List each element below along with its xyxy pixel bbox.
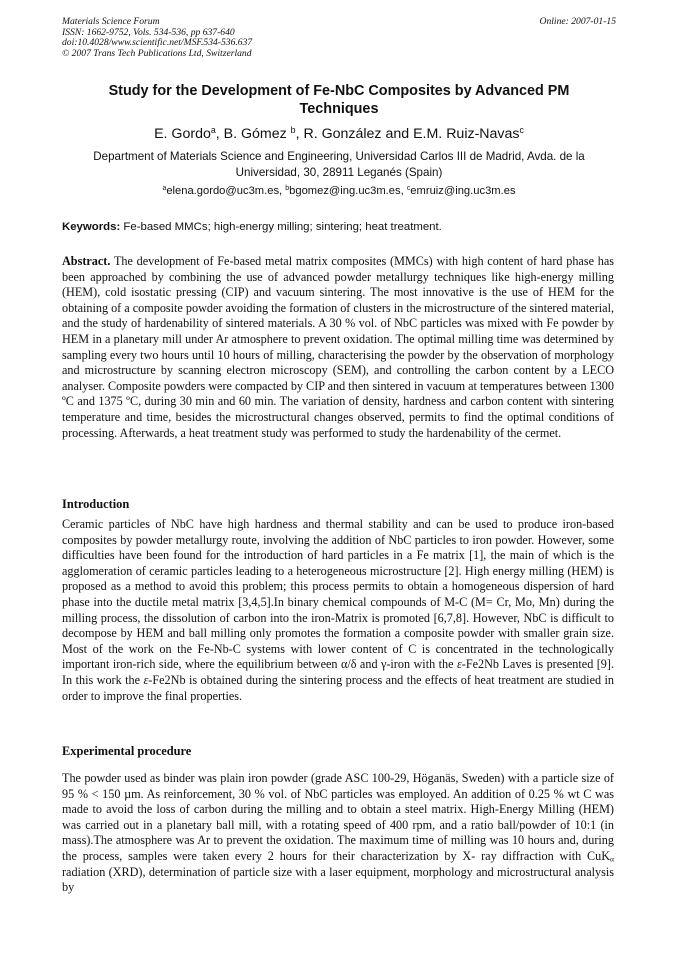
section-heading-introduction: Introduction xyxy=(62,497,130,511)
intro-text: -Fe2Nb is obtained during the sintering process and the effects of heat treatment are studied in order to improve the final properties. xyxy=(62,672,614,703)
experimental-text: The powder used as binder was plain iron powder (grade ASC 100-29, Höganäs, Sweden) with a particle size of 95 % < 150 µm. As reinforcement, 30 % vol. of NbC particles was employed. An addition of 0.25 % wt C was made to avoid the loss of carbon during the milling and to obtain a steel matrix. High-Energy Milling (HEM) was carried out in a planetary ball mill, with a rotating speed of 400 rpm, and a ratio ball/powder of 10:1 (in mass).The atmosphere was Ar to prevent the oxidation. The maximum time of milling was 10 hours and, during the process, samples were taken every 2 hours for their characterization by X- ray diffraction with CuK xyxy=(62,771,614,863)
email-address: emruiz@ing.uc3m.es xyxy=(410,185,516,197)
abstract-text: The development of Fe-based metal matrix composites (MMCs) with high content of hard phase has been approached by combining the use of advanced powder metallurgy techniques like high-energy milling (HEM), cold isostatic pressing (CIP) and vacuum sintering. The most innovative is the use of HEM for the obtaining of a composite powder avoiding the formation of clusters in the microstructure of the sintered material, and the study of hardenability of sintered materials. A 30 % vol. of NbC particles was mixed with Fe powder by HEM in a planetary mill under Ar atmosphere to prevent oxidation. The optimal milling time was determined by sampling every two hours until 10 hours of milling, characterising the powder by the observation of morphology and microstructure by scanning electron microscopy (SEM), and controlling the carbon content by a LECO analyser. Composite powders were compacted by CIP and then sintered in vacuum at temperatures between 1300 ºC and 1375 ºC, during 30 min and 60 min. The variation of density, hardness and carbon content with sintering temperature and time, besides the microstructural changes observed, permits to find the optimal conditions of processing. Afterwards, a heat treatment study was performed to study the hardenability of the cermet. xyxy=(62,254,615,440)
experimental-paragraph xyxy=(62,771,614,896)
doi-line: doi:10.4028/www.scientific.net/MSF.534-536.637 xyxy=(62,37,253,49)
paper-title: Study for the Development of Fe-NbC Composites by Advanced PM Techniques xyxy=(108,83,570,117)
email-mark: b xyxy=(285,185,290,193)
email-address: elena.gordo@uc3m.es, xyxy=(166,185,286,197)
email-address: bgomez@ing.uc3m.es, xyxy=(289,185,407,197)
keywords xyxy=(62,219,616,235)
affiliation: Department of Materials Science and Engineering, Universidad Carlos III de Madrid, Avda. de la Universidad, 30, 28911 Leganés (Spain) xyxy=(93,150,585,179)
intro-text: Ceramic particles of NbC have high hardness and thermal stability and can be used to produce iron-based composites by powder metallurgy route, involving the addition of NbC particles to iron powder. However, some difficulties have been found for the introduction of hard particles in a Fe matrix [1], the main of which is the agglomeration of ceramic particles leading to a heterogeneous microstructure [2]. High energy milling (HEM) is proposed as a method to avoid this problem; this process permits to obtain a homogeneous dispersion of hard phase into the ductile metal matrix [3,4,5].In binary chemical compounds of M-C (M= Cr, Mo, Mn) during the milling process, the dissolution of carbon into the iron-Matrix is promoted [6,7,8]. However, NbC is difficult to decompose by HEM and ball milling only promotes the formation a composite powder with smaller grain size. Most of the work on the Fe-Nb-C systems with lower content of C is concentrated in the technologically important iron-rich side, where the equilibrium between α/δ and γ-iron with the xyxy=(62,517,614,672)
email-mark: c xyxy=(406,185,411,193)
online-date-text: Online: 2007-01-15 xyxy=(539,16,616,27)
author-name: , R. González and E.M. Ruiz-Navas xyxy=(295,126,520,142)
author-affil-mark: a xyxy=(210,125,216,136)
author-list xyxy=(40,125,638,143)
epsilon-symbol: ε xyxy=(143,672,149,687)
abstract xyxy=(62,254,614,441)
keywords-text: Fe-based MMCs; high-energy milling; sintering; heat treatment. xyxy=(120,221,442,233)
author-name: , B. Gómez xyxy=(215,126,291,142)
section-heading-experimental: Experimental procedure xyxy=(62,744,192,758)
journal-header xyxy=(62,17,252,59)
experimental-text: radiation (XRD), determination of particle size with a laser equipment, morphology and microstructural analysis by xyxy=(62,864,614,895)
introduction-paragraph xyxy=(62,517,614,704)
abstract-label: Abstract. xyxy=(62,254,111,268)
author-affil-mark: b xyxy=(290,125,296,136)
intro-text: -Fe2Nb Laves is presented [9]. In this work the xyxy=(62,657,614,687)
author-name: E. Gordo xyxy=(154,126,211,142)
epsilon-symbol: ε xyxy=(456,657,462,672)
author-affil-mark: c xyxy=(519,125,524,136)
alpha-subscript: α xyxy=(610,854,614,864)
author-emails xyxy=(62,183,616,199)
keywords-label: Keywords: xyxy=(62,221,121,233)
online-date xyxy=(540,17,616,28)
journal-name: Materials Science Forum xyxy=(62,16,160,27)
issn-line: ISSN: 1662-9752, Vols. 534-536, pp 637-640 xyxy=(62,26,235,38)
copyright-line: © 2007 Trans Tech Publications Ltd, Switzerland xyxy=(62,47,252,59)
email-mark: a xyxy=(162,185,167,193)
